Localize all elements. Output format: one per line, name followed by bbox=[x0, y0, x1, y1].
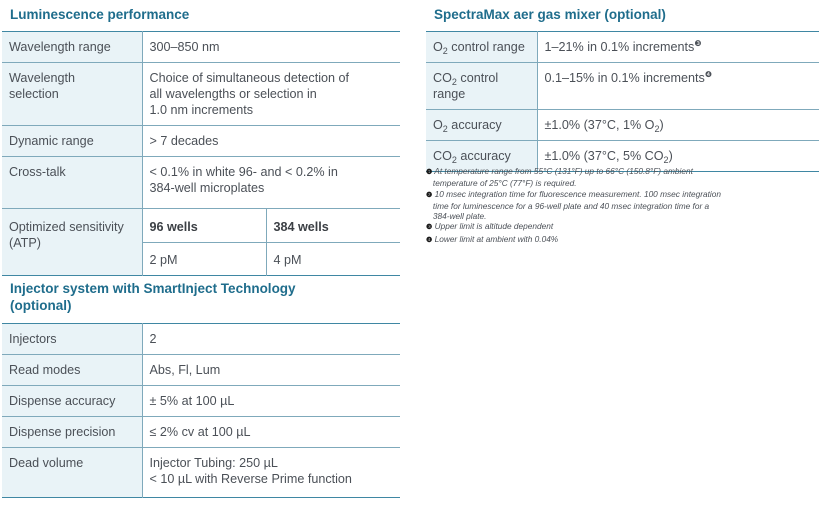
row-label: Dispense precision bbox=[2, 417, 142, 448]
row-value: ±1.0% (37°C, 1% $O_2$) bbox=[537, 110, 819, 141]
table-row bbox=[2, 448, 400, 498]
col-header-384: 384 wells bbox=[266, 209, 400, 243]
table-row bbox=[2, 126, 400, 157]
injector-title bbox=[10, 280, 296, 314]
row-label: Dispense accuracy bbox=[2, 386, 142, 417]
row-label: Dynamic range bbox=[2, 126, 142, 157]
footnote-ref: ❹ bbox=[704, 69, 712, 79]
row-label: Wavelength selection bbox=[2, 63, 142, 126]
footnotes bbox=[426, 166, 811, 246]
table-row bbox=[2, 157, 400, 209]
value-96: 2 pM bbox=[142, 243, 266, 276]
table-row bbox=[426, 110, 819, 141]
row-label: Read modes bbox=[2, 355, 142, 386]
row-label: Optimized sensitivity (ATP) bbox=[2, 209, 142, 276]
row-label: Wavelength range bbox=[2, 32, 142, 63]
footnote-4: ❹ Lower limit at ambient with 0.04% bbox=[426, 233, 559, 244]
table-row bbox=[426, 32, 819, 63]
footnote-1: ❶ At temperature range from 55°C (131°F) up to 66°C (150.8°F) ambient temperature of 25°C (77°F) is required. bbox=[426, 166, 693, 189]
table-row bbox=[2, 32, 400, 63]
gas-mixer-title: SpectraMax aer gas mixer (optional) bbox=[434, 7, 666, 22]
row-value: ≤ 2% cv at 100 µL bbox=[142, 417, 400, 448]
row-value: 0.1–15% in 0.1% increments$^❹$ bbox=[537, 63, 819, 110]
row-value: 300–850 nm bbox=[142, 32, 400, 63]
table-row bbox=[2, 324, 400, 355]
footnote-mark: ❸ bbox=[426, 224, 433, 232]
row-value: Abs, Fl, Lum bbox=[142, 355, 400, 386]
luminescence-title: Luminescence performance bbox=[10, 7, 190, 22]
footnote-3: ❸ Upper limit is altitude dependent bbox=[426, 221, 554, 232]
table-row bbox=[2, 63, 400, 126]
footnote-ref: ❸ bbox=[694, 38, 702, 48]
row-value: 2 bbox=[142, 324, 400, 355]
table-row bbox=[426, 63, 819, 110]
row-label: Cross-talk bbox=[2, 157, 142, 209]
table-row bbox=[2, 417, 400, 448]
row-label: Injectors bbox=[2, 324, 142, 355]
value-384: 4 pM bbox=[266, 243, 400, 276]
table-row bbox=[2, 386, 400, 417]
row-value: ± 5% at 100 µL bbox=[142, 386, 400, 417]
injector-title-line2: (optional) bbox=[10, 298, 72, 313]
injector-title-line1: Injector system with SmartInject Technology bbox=[10, 281, 296, 296]
row-value: Choice of simultaneous detection of all wavelengths or selection in 1.0 nm increments bbox=[142, 63, 400, 126]
footnote-mark: ❷ bbox=[426, 191, 433, 199]
injector-table bbox=[2, 323, 400, 498]
table-row bbox=[2, 209, 400, 243]
row-label: Dead volume bbox=[2, 448, 142, 498]
row-value: ±1.0% (37°C, 5% $CO_2$) bbox=[537, 141, 819, 172]
row-label: $O_2$ control range bbox=[426, 32, 537, 63]
row-value: Injector Tubing: 250 µL < 10 µL with Reverse Prime function bbox=[142, 448, 400, 498]
row-label: $O_2$ accuracy bbox=[426, 110, 537, 141]
row-label: $CO_2$ accuracy bbox=[426, 141, 537, 172]
gas-mixer-table bbox=[426, 31, 819, 172]
row-label: $CO_2$ control range bbox=[426, 63, 537, 110]
row-value: 1–21% in 0.1% increments$^❸$ bbox=[537, 32, 819, 63]
footnote-mark: ❶ bbox=[426, 169, 433, 176]
footnote-2: ❷ 10 msec integration time for fluorescence measurement. 100 msec integration time for luminescence for a 96-well plate and 40 msec integration time for a 384-well plate. bbox=[426, 188, 721, 222]
row-value: > 7 decades bbox=[142, 126, 400, 157]
table-row bbox=[2, 355, 400, 386]
footnote-mark: ❹ bbox=[426, 236, 433, 244]
row-value: < 0.1% in white 96- and < 0.2% in 384-well microplates bbox=[142, 157, 400, 209]
luminescence-table bbox=[2, 31, 400, 276]
col-header-96: 96 wells bbox=[142, 209, 266, 243]
